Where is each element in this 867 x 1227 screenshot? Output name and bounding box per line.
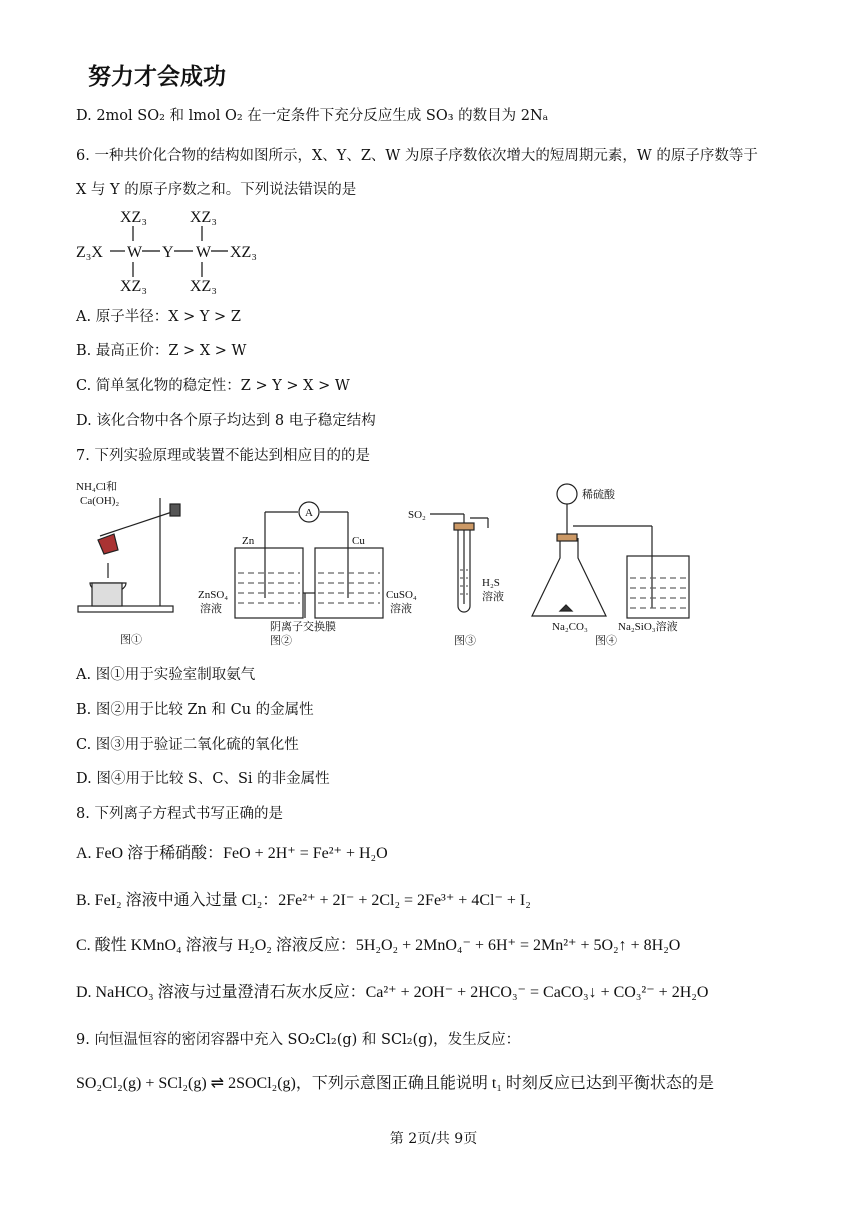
page-footer: 第 2页/共 9页 — [389, 1131, 478, 1147]
option-8b: B. FeI₂ 溶液中通入过量 Cl₂：2Fe²⁺ + 2I⁻ + 2Cl₂ = 2Fe³⁺ + 4Cl⁻ + I₂ — [76, 892, 531, 909]
option-6a: A. 原子半径：X > Y > Z — [76, 309, 241, 325]
option-7b: B. 图②用于比较 Zn 和 Cu 的金属性 — [76, 702, 314, 718]
question-6-line2: X 与 Y 的原子序数之和。下列说法错误的是 — [76, 182, 357, 198]
f1-reagent: NH₄Cl和 — [76, 481, 118, 493]
struct-left: Z₃X — [76, 244, 103, 261]
svg-text:溶液: 溶液 — [390, 603, 412, 615]
f2-membrane: 阴离子交换膜 — [270, 621, 336, 633]
option-8a: A. FeO 溶于稀硝酸：FeO + 2H⁺ = Fe²⁺ + H₂O — [76, 845, 388, 862]
f4-label: 图④ — [595, 635, 617, 647]
option-8c: C. 酸性 KMnO₄ 溶液与 H₂O₂ 溶液反应：5H₂O₂ + 2MnO₄⁻ + 6H⁺ = 2Mn²⁺ + 5O₂↑ + 8H₂O — [76, 937, 681, 954]
f2-right-sol: CuSO₄ — [386, 589, 417, 601]
svg-text:溶液: 溶液 — [200, 603, 222, 615]
f2-meter: A — [305, 507, 313, 519]
f3-gas: SO₂ — [408, 509, 426, 521]
f3-label: 图③ — [454, 635, 476, 647]
f4-acid: 稀硫酸 — [582, 489, 615, 501]
struct-bot-right: XZ₃ — [190, 278, 217, 295]
apparatus-figures — [70, 478, 710, 653]
f1-label: 图① — [120, 634, 142, 646]
svg-text:溶液: 溶液 — [482, 591, 504, 603]
struct-w-right: W — [196, 244, 212, 261]
option-7c: C. 图③用于验证二氧化硫的氧化性 — [76, 737, 299, 753]
f4-solid: Na₂CO₃ — [552, 621, 588, 633]
f2-cu: Cu — [352, 535, 365, 547]
struct-bot-left: XZ₃ — [120, 278, 147, 295]
struct-top-left: XZ₃ — [120, 209, 147, 226]
question-9-line2: SO₂Cl₂(g) + SCl₂(g) ⇌ 2SOCl₂(g)，下列示意图正确且能说明 t₁ 时刻反应已达到平衡状态的是 — [76, 1075, 714, 1092]
option-6c: C. 简单氢化物的稳定性：Z > Y > X > W — [76, 378, 350, 394]
struct-right: XZ₃ — [230, 244, 257, 261]
f4-sol: Na₂SiO₃溶液 — [618, 621, 678, 633]
option-d-q5: D. 2mol SO₂ 和 lmol O₂ 在一定条件下充分反应生成 SO₃ 的数目为 2Nₐ — [76, 108, 549, 124]
question-8: 8. 下列离子方程式书写正确的是 — [76, 806, 283, 822]
page-header-slogan: 努力才会成功 — [88, 64, 226, 90]
f2-left-sol: ZnSO₄ — [198, 589, 229, 601]
struct-top-right: XZ₃ — [190, 209, 217, 226]
struct-w-left: W — [127, 244, 143, 261]
molecule-structure-diagram — [72, 205, 272, 300]
option-6d: D. 该化合物中各个原子均达到 8 电子稳定结构 — [76, 413, 376, 429]
question-7: 7. 下列实验原理或装置不能达到相应目的的是 — [76, 448, 370, 464]
option-8d: D. NaHCO₃ 溶液与过量澄清石灰水反应：Ca²⁺ + 2OH⁻ + 2HCO₃⁻ = CaCO₃↓ + CO₃²⁻ + 2H₂O — [76, 984, 709, 1001]
option-6b: B. 最高正价：Z > X > W — [76, 343, 247, 359]
f3-sol: H₂S — [482, 577, 500, 589]
f2-label: 图② — [270, 635, 292, 647]
option-7d: D. 图④用于比较 S、C、Si 的非金属性 — [76, 771, 330, 787]
question-6-line1: 6. 一种共价化合物的结构如图所示，X、Y、Z、W 为原子序数依次增大的短周期元素，W 的原子序数等于 — [76, 148, 758, 164]
option-7a: A. 图①用于实验室制取氨气 — [76, 667, 256, 683]
question-9-line1: 9. 向恒温恒容的密闭容器中充入 SO₂Cl₂(g) 和 SCl₂(g)，发生反应： — [76, 1032, 521, 1048]
svg-text:Ca(OH)₂: Ca(OH)₂ — [80, 495, 120, 507]
f2-zn: Zn — [242, 535, 255, 547]
struct-y: Y — [162, 244, 174, 261]
